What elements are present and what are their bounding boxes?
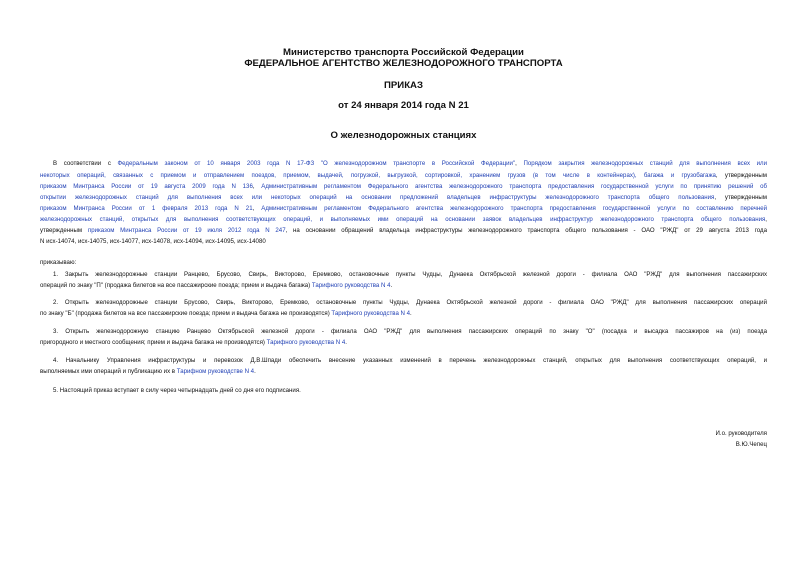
order-item-5: 5. Настоящий приказ вступает в силу через четырнадцать дней со дня его подписания. — [53, 387, 301, 394]
order-247-link[interactable]: приказом Минтранса России от 19 июля 2012 года N 247 — [87, 227, 286, 234]
text-run: операций по знаку "П" (продажа билетов на все пассажирские поезда; прием и выдача багажа) — [40, 282, 312, 289]
closure-procedure-link[interactable]: Порядком закрытия железнодорожных станций для выполнения всех или — [523, 160, 767, 167]
preamble-line: N исх-14074, исх-14075, исх-14077, исх-14078, исх-14094, исх-14095, исх-14080 — [40, 238, 266, 245]
text-run: , — [252, 205, 262, 212]
text-run: по знаку "Б" (продажа билетов на все пассажирские поезда; прием и выдача багажа не производятся) — [40, 310, 332, 317]
closure-procedure-link-cont[interactable]: некоторых операций, связанных с приемом и отправлением поездов, приемом, выдачей, погрузкой, выгрузкой, сортировкой, хранением грузов (в том числе в контейнерах), багажа и грузобагажа — [40, 172, 716, 179]
text-run: . — [254, 368, 256, 375]
signatory-name: В.Ю.Чепец — [735, 441, 767, 448]
text-run: , — [515, 160, 524, 167]
regulation-opening-link-cont[interactable]: открытии железнодорожных станций для выполнения всех или некоторых операций на основании предложений владельцев инфраструктуры железнодорожного транспорта общего пользования — [40, 194, 715, 201]
preamble-line — [40, 204, 767, 214]
document-subject: О железнодорожных станциях — [330, 130, 477, 141]
tariff-guide-link[interactable]: Тарифного руководства N 4 — [331, 310, 411, 317]
tariff-guide-link[interactable]: Тарифном руководстве N 4 — [176, 368, 255, 375]
regulation-opening-link[interactable]: Административным регламентом Федерального агентства железнодорожного транспорта предоставления государственной услуги по принятию решений об — [261, 183, 767, 190]
text-run: выполняемых ими операций и публикацию их в — [40, 368, 177, 375]
preamble-line — [40, 171, 767, 181]
document-date-number: от 24 января 2014 года N 21 — [338, 100, 469, 111]
tariff-guide-link[interactable]: Тарифного руководства N 4 — [311, 282, 391, 289]
text-run: . — [345, 339, 347, 346]
item-line: 2. Открыть железнодорожные станции Брусово, Свирь, Викторово, Еремково, остановочные пункты Чудцы, Дунаека Октябрьской железной дороги - филиала ОАО "РЖД" для выполнения пассажирских операций — [53, 299, 767, 306]
item-line — [40, 281, 767, 291]
item-line — [40, 338, 767, 348]
preamble-line — [40, 215, 767, 225]
text-run: пригородного и местного сообщения; прием и выдача багажа не производятся) — [40, 339, 267, 346]
preamble-line — [40, 182, 767, 192]
signatory-title: И.о. руководителя — [715, 430, 767, 437]
text-run: , — [252, 183, 262, 190]
document-type: ПРИКАЗ — [384, 80, 423, 91]
item-line — [40, 309, 767, 319]
order-21-link[interactable]: приказом Минтранса России от 1 февраля 2013 года N 21 — [40, 205, 253, 212]
item-line: 1. Закрыть железнодорожные станции Ранцево, Брусово, Свирь, Викторово, Еремково, остановочные пункты Чудцы, Дунаека Октябрьской железной дороги - филиала ОАО "РЖД" для выполнения пассажирских — [53, 271, 767, 278]
preamble-line — [53, 159, 767, 169]
text-run: В соответствии с — [53, 160, 118, 167]
preamble-line — [40, 226, 767, 236]
tariff-guide-link[interactable]: Тарифного руководства N 4 — [266, 339, 346, 346]
order-136-link[interactable]: приказом Минтранса России от 19 августа 2009 года N 136 — [40, 183, 253, 190]
text-run: , утвержденным — [715, 172, 767, 179]
text-run: утвержденным — [40, 227, 88, 234]
item-line: 3. Открыть железнодорожную станцию Ранцево Октябрьской железной дороги - филиала ОАО "РЖД" для выполнения пассажирских операций по знаку "О" (посадка и высадка пассажиров на (из) поезда — [53, 328, 767, 335]
text-run: . — [390, 282, 393, 289]
regulation-lists-link[interactable]: Административным регламентом Федерального агентства железнодорожного транспорта предоставления государственной услуги по составлению перечней — [261, 205, 767, 212]
item-line: 4. Начальнику Управления инфраструктуры и перевозок Д.В.Шпади обеспечить внесение указанных изменений в перечень железнодорожных станций, открытых для выполнения соответствующих операций, и — [53, 357, 767, 364]
order-word: приказываю: — [40, 259, 77, 266]
text-run: . — [410, 310, 412, 317]
text-run: , утвержденным — [714, 194, 767, 201]
ministry-title: Министерство транспорта Российской Федерации — [283, 47, 524, 58]
preamble-line — [40, 193, 767, 203]
item-line — [40, 367, 767, 377]
regulation-lists-link-cont[interactable]: железнодорожных станций, открытых для выполнения соответствующих операций, и выполняемых ими операций на основании заявок владельцев инфраструктур железнодорожного транспорта общего пользования — [40, 216, 766, 223]
agency-title: ФЕДЕРАЛЬНОЕ АГЕНТСТВО ЖЕЛЕЗНОДОРОЖНОГО ТРАНСПОРТА — [244, 58, 563, 69]
federal-law-link[interactable]: Федеральным законом от 10 января 2003 года N 17-ФЗ "О железнодорожном транспорте в Российской Федерации" — [117, 160, 516, 167]
text-run: , на основании обращений владельца инфраструктуры железнодорожного транспорта общего пользования - ОАО "РЖД" от 29 августа 2013 года — [285, 227, 767, 234]
text-run: , — [765, 216, 767, 223]
